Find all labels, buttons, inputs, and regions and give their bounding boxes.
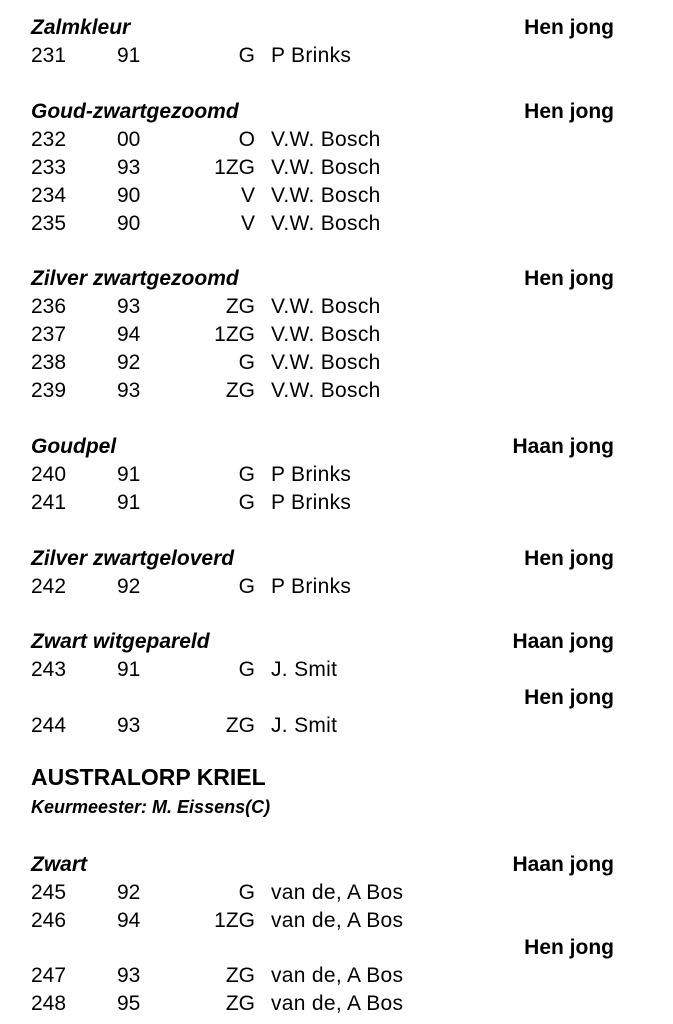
entry-row xyxy=(0,182,673,210)
entry-number: 235 xyxy=(31,212,67,235)
entry-exhibitor: V.W. Bosch xyxy=(271,156,381,179)
variety-heading: Goud-zwartgezoomd xyxy=(31,100,239,123)
entry-exhibitor: van de, A Bos xyxy=(271,909,404,932)
class-label: Haan jong xyxy=(512,630,614,653)
entry-row xyxy=(0,210,673,238)
entry-row xyxy=(0,42,673,70)
entry-number: 238 xyxy=(31,351,67,374)
section-heading-row xyxy=(0,98,673,126)
entry-number: 243 xyxy=(31,658,67,681)
entry-predicate: ZG xyxy=(225,295,255,318)
class-label: Hen jong xyxy=(524,16,614,39)
entry-predicate: G xyxy=(238,881,255,904)
entry-predicate: V xyxy=(240,212,255,235)
entry-number: 239 xyxy=(31,379,67,402)
entry-row xyxy=(0,990,673,1018)
entry-number: 232 xyxy=(31,128,67,151)
entry-row xyxy=(0,879,673,907)
entry-number: 245 xyxy=(31,881,67,904)
entry-points: 91 xyxy=(117,44,141,67)
entry-number: 240 xyxy=(31,463,67,486)
entry-points: 93 xyxy=(117,295,141,318)
entry-points: 91 xyxy=(117,463,141,486)
entry-predicate: 1ZG xyxy=(214,909,255,932)
section-heading-row xyxy=(0,265,673,293)
entry-exhibitor: P Brinks xyxy=(271,44,352,67)
entry-predicate: V xyxy=(240,184,255,207)
variety-heading: Zilver zwartgezoomd xyxy=(31,267,239,290)
entry-number: 237 xyxy=(31,323,67,346)
entry-exhibitor: J. Smit xyxy=(271,714,338,737)
entry-number: 234 xyxy=(31,184,67,207)
entry-predicate: G xyxy=(238,44,255,67)
entry-points: 90 xyxy=(117,212,141,235)
entry-row xyxy=(0,377,673,405)
section-heading-row xyxy=(0,628,673,656)
class-label: Hen jong xyxy=(524,267,614,290)
entry-number: 236 xyxy=(31,295,67,318)
entry-exhibitor: J. Smit xyxy=(271,658,338,681)
entry-exhibitor: van de, A Bos xyxy=(271,881,404,904)
breed-title: AUSTRALORP KRIEL xyxy=(31,764,266,790)
class-label: Hen jong xyxy=(524,100,614,123)
variety-heading: Zalmkleur xyxy=(31,16,131,39)
class-label: Haan jong xyxy=(512,435,614,458)
entry-number: 231 xyxy=(31,44,67,67)
entry-predicate: ZG xyxy=(225,379,255,402)
entry-predicate: G xyxy=(238,575,255,598)
entry-points: 93 xyxy=(117,379,141,402)
section-heading-row xyxy=(0,545,673,573)
entry-number: 244 xyxy=(31,714,67,737)
entry-points: 00 xyxy=(117,128,141,151)
class-label: Hen jong xyxy=(524,547,614,570)
entry-points: 93 xyxy=(117,714,141,737)
entry-predicate: ZG xyxy=(225,714,255,737)
entry-number: 242 xyxy=(31,575,67,598)
variety-heading: Zwart witgepareld xyxy=(31,630,210,653)
entry-number: 248 xyxy=(31,992,67,1015)
entry-predicate: G xyxy=(238,351,255,374)
class-label: Hen jong xyxy=(524,686,614,709)
entry-row xyxy=(0,962,673,990)
entry-points: 93 xyxy=(117,964,141,987)
entry-exhibitor: P Brinks xyxy=(271,575,352,598)
sub-class-row xyxy=(0,684,673,712)
entry-points: 92 xyxy=(117,575,141,598)
entry-points: 92 xyxy=(117,351,141,374)
variety-heading: Zilver zwartgeloverd xyxy=(31,547,235,570)
entry-row xyxy=(0,321,673,349)
entry-points: 92 xyxy=(117,881,141,904)
entry-exhibitor: V.W. Bosch xyxy=(271,128,381,151)
class-label: Haan jong xyxy=(512,853,614,876)
entry-exhibitor: P Brinks xyxy=(271,491,352,514)
entry-exhibitor: V.W. Bosch xyxy=(271,379,381,402)
entry-predicate: O xyxy=(238,128,255,151)
entry-row xyxy=(0,712,673,740)
section-heading-row xyxy=(0,433,673,461)
entry-exhibitor: van de, A Bos xyxy=(271,964,404,987)
entry-row xyxy=(0,154,673,182)
variety-heading: Zwart xyxy=(31,853,88,876)
entry-points: 90 xyxy=(117,184,141,207)
entry-predicate: ZG xyxy=(225,964,255,987)
entry-exhibitor: V.W. Bosch xyxy=(271,323,381,346)
entry-predicate: G xyxy=(238,491,255,514)
entry-row xyxy=(0,907,673,935)
entry-exhibitor: P Brinks xyxy=(271,463,352,486)
entry-number: 241 xyxy=(31,491,67,514)
entry-exhibitor: V.W. Bosch xyxy=(271,184,381,207)
entry-points: 93 xyxy=(117,156,141,179)
entry-number: 246 xyxy=(31,909,67,932)
entry-number: 247 xyxy=(31,964,67,987)
entry-number: 233 xyxy=(31,156,67,179)
entry-points: 91 xyxy=(117,491,141,514)
section-heading-row xyxy=(0,851,673,879)
entry-row xyxy=(0,573,673,601)
entry-row xyxy=(0,461,673,489)
entry-predicate: 1ZG xyxy=(214,156,255,179)
entry-predicate: 1ZG xyxy=(214,323,255,346)
entry-row xyxy=(0,656,673,684)
entry-exhibitor: van de, A Bos xyxy=(271,992,404,1015)
entry-points: 95 xyxy=(117,992,141,1015)
entry-row xyxy=(0,489,673,517)
entry-predicate: ZG xyxy=(225,992,255,1015)
entry-exhibitor: V.W. Bosch xyxy=(271,351,381,374)
section-heading-row xyxy=(0,14,673,42)
judge-line: Keurmeester: M. Eissens(C) xyxy=(31,797,271,817)
class-label: Hen jong xyxy=(524,936,614,959)
entry-row xyxy=(0,293,673,321)
entry-exhibitor: V.W. Bosch xyxy=(271,212,381,235)
variety-heading: Goudpel xyxy=(31,435,117,458)
entry-predicate: G xyxy=(238,658,255,681)
entry-predicate: G xyxy=(238,463,255,486)
entry-points: 91 xyxy=(117,658,141,681)
entry-row xyxy=(0,126,673,154)
entry-row xyxy=(0,349,673,377)
entry-points: 94 xyxy=(117,909,141,932)
entry-points: 94 xyxy=(117,323,141,346)
entry-exhibitor: V.W. Bosch xyxy=(271,295,381,318)
sub-class-row xyxy=(0,934,673,962)
